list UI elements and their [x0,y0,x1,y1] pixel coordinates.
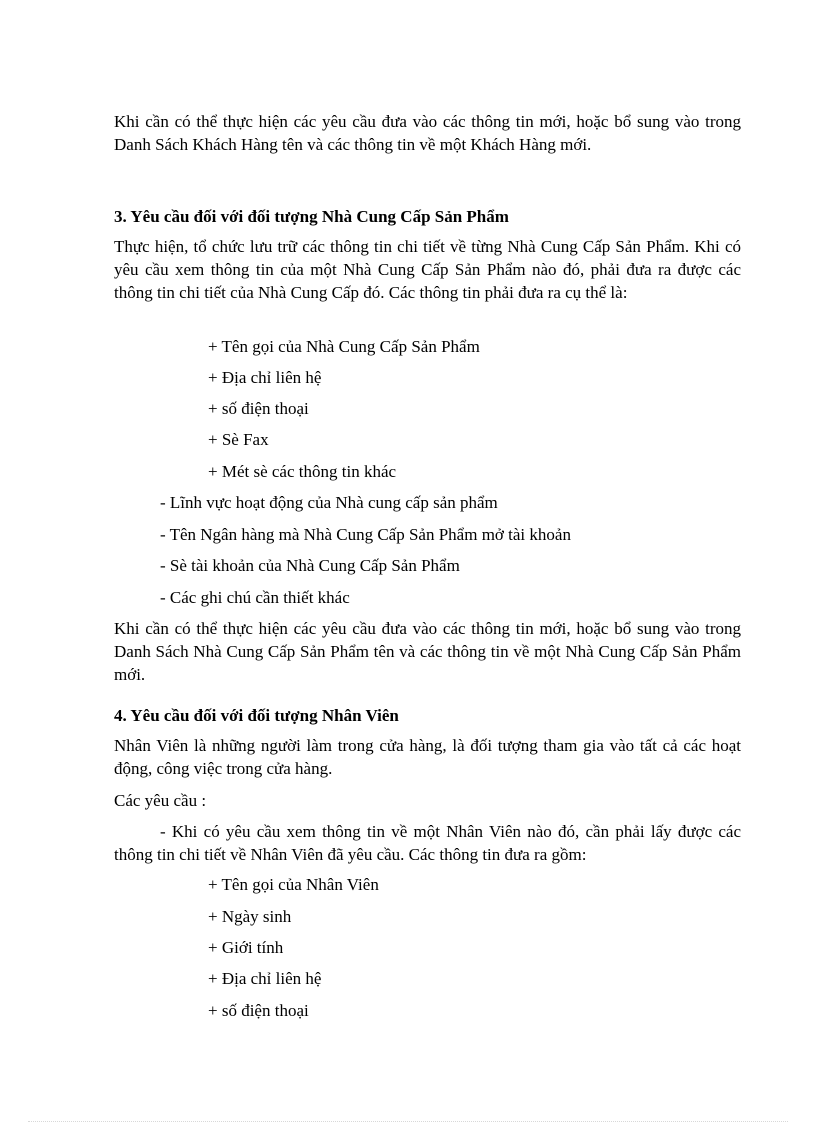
section-4-plus-item: + số điện thoại [208,1001,309,1020]
section-3-dash-item: - Tên Ngân hàng mà Nhà Cung Cấp Sản Phẩm mở tài khoản [160,525,571,544]
page-bottom-divider [28,1121,788,1122]
intro-paragraph: Khi cần có thể thực hiện các yêu cầu đưa vào các thông tin mới, hoặc bổ sung vào trong Danh Sách Khách Hàng tên và các thông tin về một Khách Hàng mới. [114,112,741,154]
section-4-plus-item: + Ngày sinh [208,907,292,926]
section-3-plus-item: + Địa chỉ liên hệ [208,368,322,387]
section-4-plus-item: + Địa chỉ liên hệ [208,969,322,988]
section-3-plus-item: + Sè Fax [208,430,269,449]
section-3-heading: 3. Yêu cầu đối với đối tượng Nhà Cung Cấp Sản Phẩm [114,207,509,226]
section-3-dash-item: - Lĩnh vực hoạt động của Nhà cung cấp sản phẩm [160,493,498,512]
section-3-closing-paragraph: Khi cần có thể thực hiện các yêu cầu đưa vào các thông tin mới, hoặc bổ sung vào trong Danh Sách Nhà Cung Cấp Sản Phẩm tên và các thông tin về một Nhà Cung Cấp Sản Phẩm mới. [114,619,741,684]
section-3-paragraph: Thực hiện, tổ chức lưu trữ các thông tin chi tiết về từng Nhà Cung Cấp Sản Phẩm. Khi có yêu cầu xem thông tin của một Nhà Cung Cấp Sản Phẩm nào đó, phải đưa ra được các thông tin chi tiết của Nhà Cung Cấp đó. Các thông tin phải đưa ra cụ thể là: [114,237,741,302]
section-4-heading: 4. Yêu cầu đối với đối tượng Nhân Viên [114,706,399,725]
section-3-dash-item: - Sè tài khoản của Nhà Cung Cấp Sản Phẩm [160,556,460,575]
section-3-plus-item: + Mét sè các thông tin khác [208,462,397,481]
section-3-plus-item: + Tên gọi của Nhà Cung Cấp Sản Phẩm [208,337,480,356]
section-4-plus-item: + Giới tính [208,938,284,957]
section-4-plus-item: + Tên gọi của Nhân Viên [208,875,379,894]
requirements-label: Các yêu cầu : [114,791,207,810]
section-4-requirement-paragraph: - Khi có yêu cầu xem thông tin về một Nhân Viên nào đó, cần phải lấy được các thông tin chi tiết về Nhân Viên đã yêu cầu. Các thông tin đưa ra gồm: [114,822,741,864]
section-4-paragraph: Nhân Viên là những người làm trong cửa hàng, là đối tượng tham gia vào tất cả các hoạt động, công việc trong cửa hàng. [114,736,741,778]
section-3-dash-item: - Các ghi chú cần thiết khác [160,588,350,607]
section-3-plus-item: + số điện thoại [208,399,309,418]
